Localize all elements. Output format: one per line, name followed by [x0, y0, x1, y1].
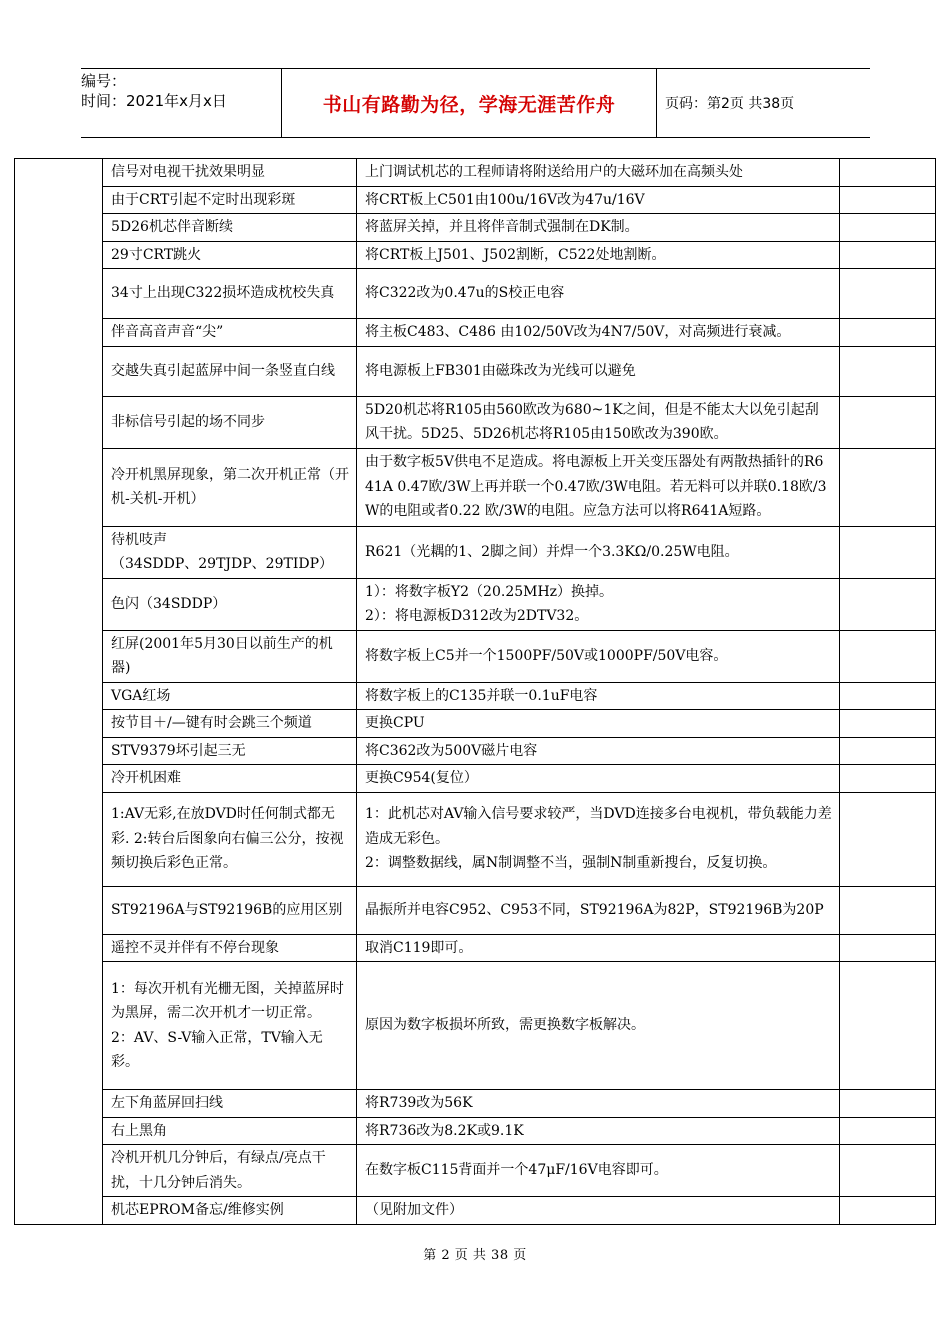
- table-row: [15, 241, 936, 269]
- page-footer: 第 2 页 共 38 页: [423, 1248, 527, 1263]
- remark-cell: [840, 269, 936, 319]
- document-date-label: 时间：2021年x月x日: [81, 92, 227, 110]
- table-row: [15, 396, 936, 448]
- problem-cell: 冷开机困难: [103, 765, 357, 793]
- remark-cell: [840, 241, 936, 269]
- table-row: [15, 159, 936, 187]
- header-page-info: 页码：第2页 共38页: [665, 96, 795, 112]
- solution-cell: 将数字板上的C135并联一0.1uF电容: [357, 682, 840, 710]
- table-row: [15, 1145, 936, 1197]
- remark-cell: [840, 886, 936, 934]
- header-meta: [81, 69, 282, 137]
- problem-cell: 左下角蓝屏回扫线: [103, 1090, 357, 1118]
- solution-cell: 将CRT板上C501由100u/16V改为47u/16V: [357, 186, 840, 214]
- remark-cell: [840, 1197, 936, 1225]
- repair-notes-table: [14, 158, 936, 1225]
- table-row: [15, 214, 936, 242]
- remark-cell: [840, 1145, 936, 1197]
- problem-cell: 1:AV无彩,在放DVD时任何制式都无彩. 2:转台后图象向右偏三公分，按视频切换后彩色正常。: [103, 792, 357, 886]
- solution-cell: 将C322改为0.47u的S校正电容: [357, 269, 840, 319]
- solution-cell: 更换CPU: [357, 710, 840, 738]
- problem-cell: STV9379坏引起三无: [103, 737, 357, 765]
- table-row: [15, 765, 936, 793]
- table-row: [15, 737, 936, 765]
- problem-cell: 由于CRT引起不定时出现彩斑: [103, 186, 357, 214]
- problem-cell: 按节目＋/—键有时会跳三个频道: [103, 710, 357, 738]
- remark-cell: [840, 159, 936, 187]
- problem-cell: 1：每次开机有光栅无图，关掉蓝屏时为黑屏，需二次开机才一切正常。 2：AV、S-V输入正常，TV输入无彩。: [103, 962, 357, 1090]
- solution-cell: 1：此机芯对AV输入信号要求较严，当DVD连接多台电视机，带负载能力差造成无彩色。 2：调整数据线，属N制调整不当，强制N制重新搜台，反复切换。: [357, 792, 840, 886]
- solution-cell: R621（光耦的1、2脚之间）并焊一个3.3KΩ/0.25W电阻。: [357, 526, 840, 578]
- solution-cell: （见附加文件）: [357, 1197, 840, 1225]
- remark-cell: [840, 346, 936, 396]
- problem-cell: VGA红场: [103, 682, 357, 710]
- table-row: [15, 934, 936, 962]
- solution-cell: 5D20机芯将R105由560欧改为680~1K之间，但是不能太大以免引起刮风干扰。5D25、5D26机芯将R105由150欧改为390欧。: [357, 396, 840, 448]
- problem-cell: 右上黑角: [103, 1117, 357, 1145]
- table-row: [15, 1090, 936, 1118]
- problem-cell: 信号对电视干扰效果明显: [103, 159, 357, 187]
- solution-cell: 将CRT板上J501、J502割断，C522处地割断。: [357, 241, 840, 269]
- table-row: [15, 792, 936, 886]
- remark-cell: [840, 630, 936, 682]
- header-motto: 书山有路勤为径，学海无涯苦作舟: [322, 93, 616, 116]
- remark-cell: [840, 1117, 936, 1145]
- table-row: [15, 319, 936, 347]
- problem-cell: 冷机开机几分钟后，有绿点/亮点干扰，十几分钟后消失。: [103, 1145, 357, 1197]
- problem-cell: ST92196A与ST92196B的应用区别: [103, 886, 357, 934]
- solution-cell: 将电源板上FB301由磁珠改为光线可以避免: [357, 346, 840, 396]
- remark-cell: [840, 934, 936, 962]
- problem-cell: 遥控不灵并伴有不停台现象: [103, 934, 357, 962]
- remark-cell: [840, 214, 936, 242]
- remark-cell: [840, 1090, 936, 1118]
- table-row: [15, 630, 936, 682]
- header-page-cell: [657, 69, 870, 137]
- problem-cell: 交越失真引起蓝屏中间一条竖直白线: [103, 346, 357, 396]
- solution-cell: 将主板C483、C486 由102/50V改为4N7/50V，对高频进行衰减。: [357, 319, 840, 347]
- solution-cell: 将R736改为8.2K或9.1K: [357, 1117, 840, 1145]
- table-row: [15, 186, 936, 214]
- remark-cell: [840, 578, 936, 630]
- problem-cell: 待机吱声 （34SDDP、29TJDP、29TIDP）: [103, 526, 357, 578]
- repair-notes-body: [15, 159, 936, 1225]
- table-row: [15, 578, 936, 630]
- table-row: [15, 1117, 936, 1145]
- remark-cell: [840, 526, 936, 578]
- header-motto-cell: [282, 69, 657, 137]
- remark-cell: [840, 710, 936, 738]
- problem-cell: 5D26机芯伴音断续: [103, 214, 357, 242]
- solution-cell: 将蓝屏关掉，并且将伴音制式强制在DK制。: [357, 214, 840, 242]
- problem-cell: 伴音高音声音“尖”: [103, 319, 357, 347]
- solution-cell: 晶振所并电容C952、C953不同，ST92196A为82P，ST92196B为20P: [357, 886, 840, 934]
- table-row: [15, 682, 936, 710]
- solution-cell: 将数字板上C5并一个1500PF/50V或1000PF/50V电容。: [357, 630, 840, 682]
- solution-cell: 上门调试机芯的工程师请将附送给用户的大磁环加在高频头处: [357, 159, 840, 187]
- remark-cell: [840, 765, 936, 793]
- table-row: [15, 526, 936, 578]
- solution-cell: 取消C119即可。: [357, 934, 840, 962]
- table-row: [15, 346, 936, 396]
- table-row: [15, 886, 936, 934]
- solution-cell: 1）：将数字板Y2（20.25MHz）换掉。 2）：将电源板D312改为2DTV32。: [357, 578, 840, 630]
- table-row: [15, 1197, 936, 1225]
- problem-cell: 红屏(2001年5月30日以前生产的机器): [103, 630, 357, 682]
- remark-cell: [840, 448, 936, 526]
- problem-cell: 非标信号引起的场不同步: [103, 396, 357, 448]
- remark-cell: [840, 792, 936, 886]
- solution-cell: 在数字板C115背面并一个47μF/16V电容即可。: [357, 1145, 840, 1197]
- table-row: [15, 962, 936, 1090]
- remark-cell: [840, 962, 936, 1090]
- solution-cell: 由于数字板5V供电不足造成。将电源板上开关变压器处有两散热插针的R641A 0.47欧/3W上再并联一个0.47欧/3W电阻。若无料可以并联0.18欧/3W的电阻或者0.22 欧/3W的电阻。应急方法可以将R641A短路。: [357, 448, 840, 526]
- table-row: [15, 269, 936, 319]
- solution-cell: 更换C954(复位）: [357, 765, 840, 793]
- document-number-label: 编号：: [81, 72, 127, 90]
- solution-cell: 将R739改为56K: [357, 1090, 840, 1118]
- remark-cell: [840, 319, 936, 347]
- problem-cell: 冷开机黑屏现象，第二次开机正常（开机-关机-开机）: [103, 448, 357, 526]
- category-cell: [15, 159, 103, 1225]
- problem-cell: 机芯EPROM备忘/维修实例: [103, 1197, 357, 1225]
- table-row: [15, 448, 936, 526]
- remark-cell: [840, 396, 936, 448]
- remark-cell: [840, 737, 936, 765]
- page-header: [81, 68, 870, 138]
- remark-cell: [840, 186, 936, 214]
- problem-cell: 34寸上出现C322损坏造成枕校失真: [103, 269, 357, 319]
- table-row: [15, 710, 936, 738]
- problem-cell: 29寸CRT跳火: [103, 241, 357, 269]
- solution-cell: 原因为数字板损坏所致，需更换数字板解决。: [357, 962, 840, 1090]
- remark-cell: [840, 682, 936, 710]
- solution-cell: 将C362改为500V磁片电容: [357, 737, 840, 765]
- problem-cell: 色闪（34SDDP）: [103, 578, 357, 630]
